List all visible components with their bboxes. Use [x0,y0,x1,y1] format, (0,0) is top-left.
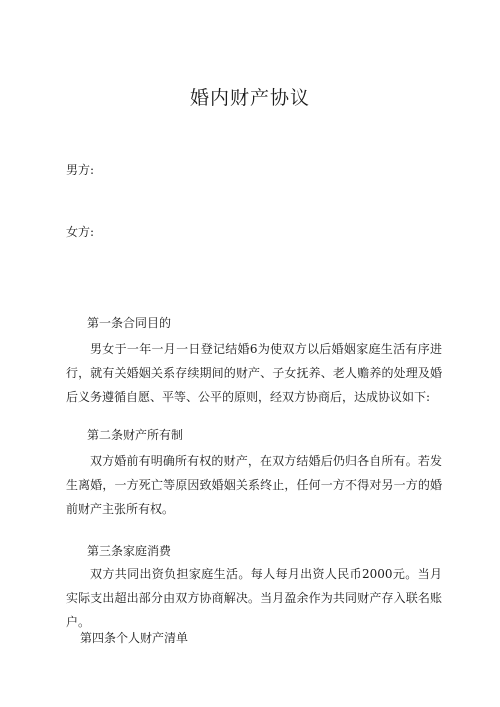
document-title: 婚内财产协议 [189,87,310,109]
section-paragraph: 双方共同出资负担家庭生活。每人每月出资人民币2000元。当月实际支出超出部分由双方协商解决。当月盈余作为共同财产存入联名账户。 [66,567,442,629]
section-heading: 第三条家庭消费 [87,544,172,558]
section-paragraph: 双方婚前有明确所有权的财产，在双方结婚后仍归各自所有。若发生离婚，一方死亡等原因致婚姻关系终止，任何一方不得对另一方的婚前财产主张所有权。 [66,454,442,516]
section-heading: 第二条财产所有制 [87,428,184,442]
section-heading: 第一条合同目的 [87,316,172,330]
female-party-label: 女方: [66,225,95,239]
male-party-label: 男方: [66,163,95,177]
section-paragraph: 男女于一年一月一日登记结婚6为使双方以后婚姻家庭生活有序进行，就有关婚姻关系存续期间的财产、子女抚养、老人赡养的处理及婚后义务遵循自愿、平等、公平的原则，经双方协商后，达成协议如下: [66,342,442,404]
section-heading: 第四条个人财产清单 [80,631,189,645]
